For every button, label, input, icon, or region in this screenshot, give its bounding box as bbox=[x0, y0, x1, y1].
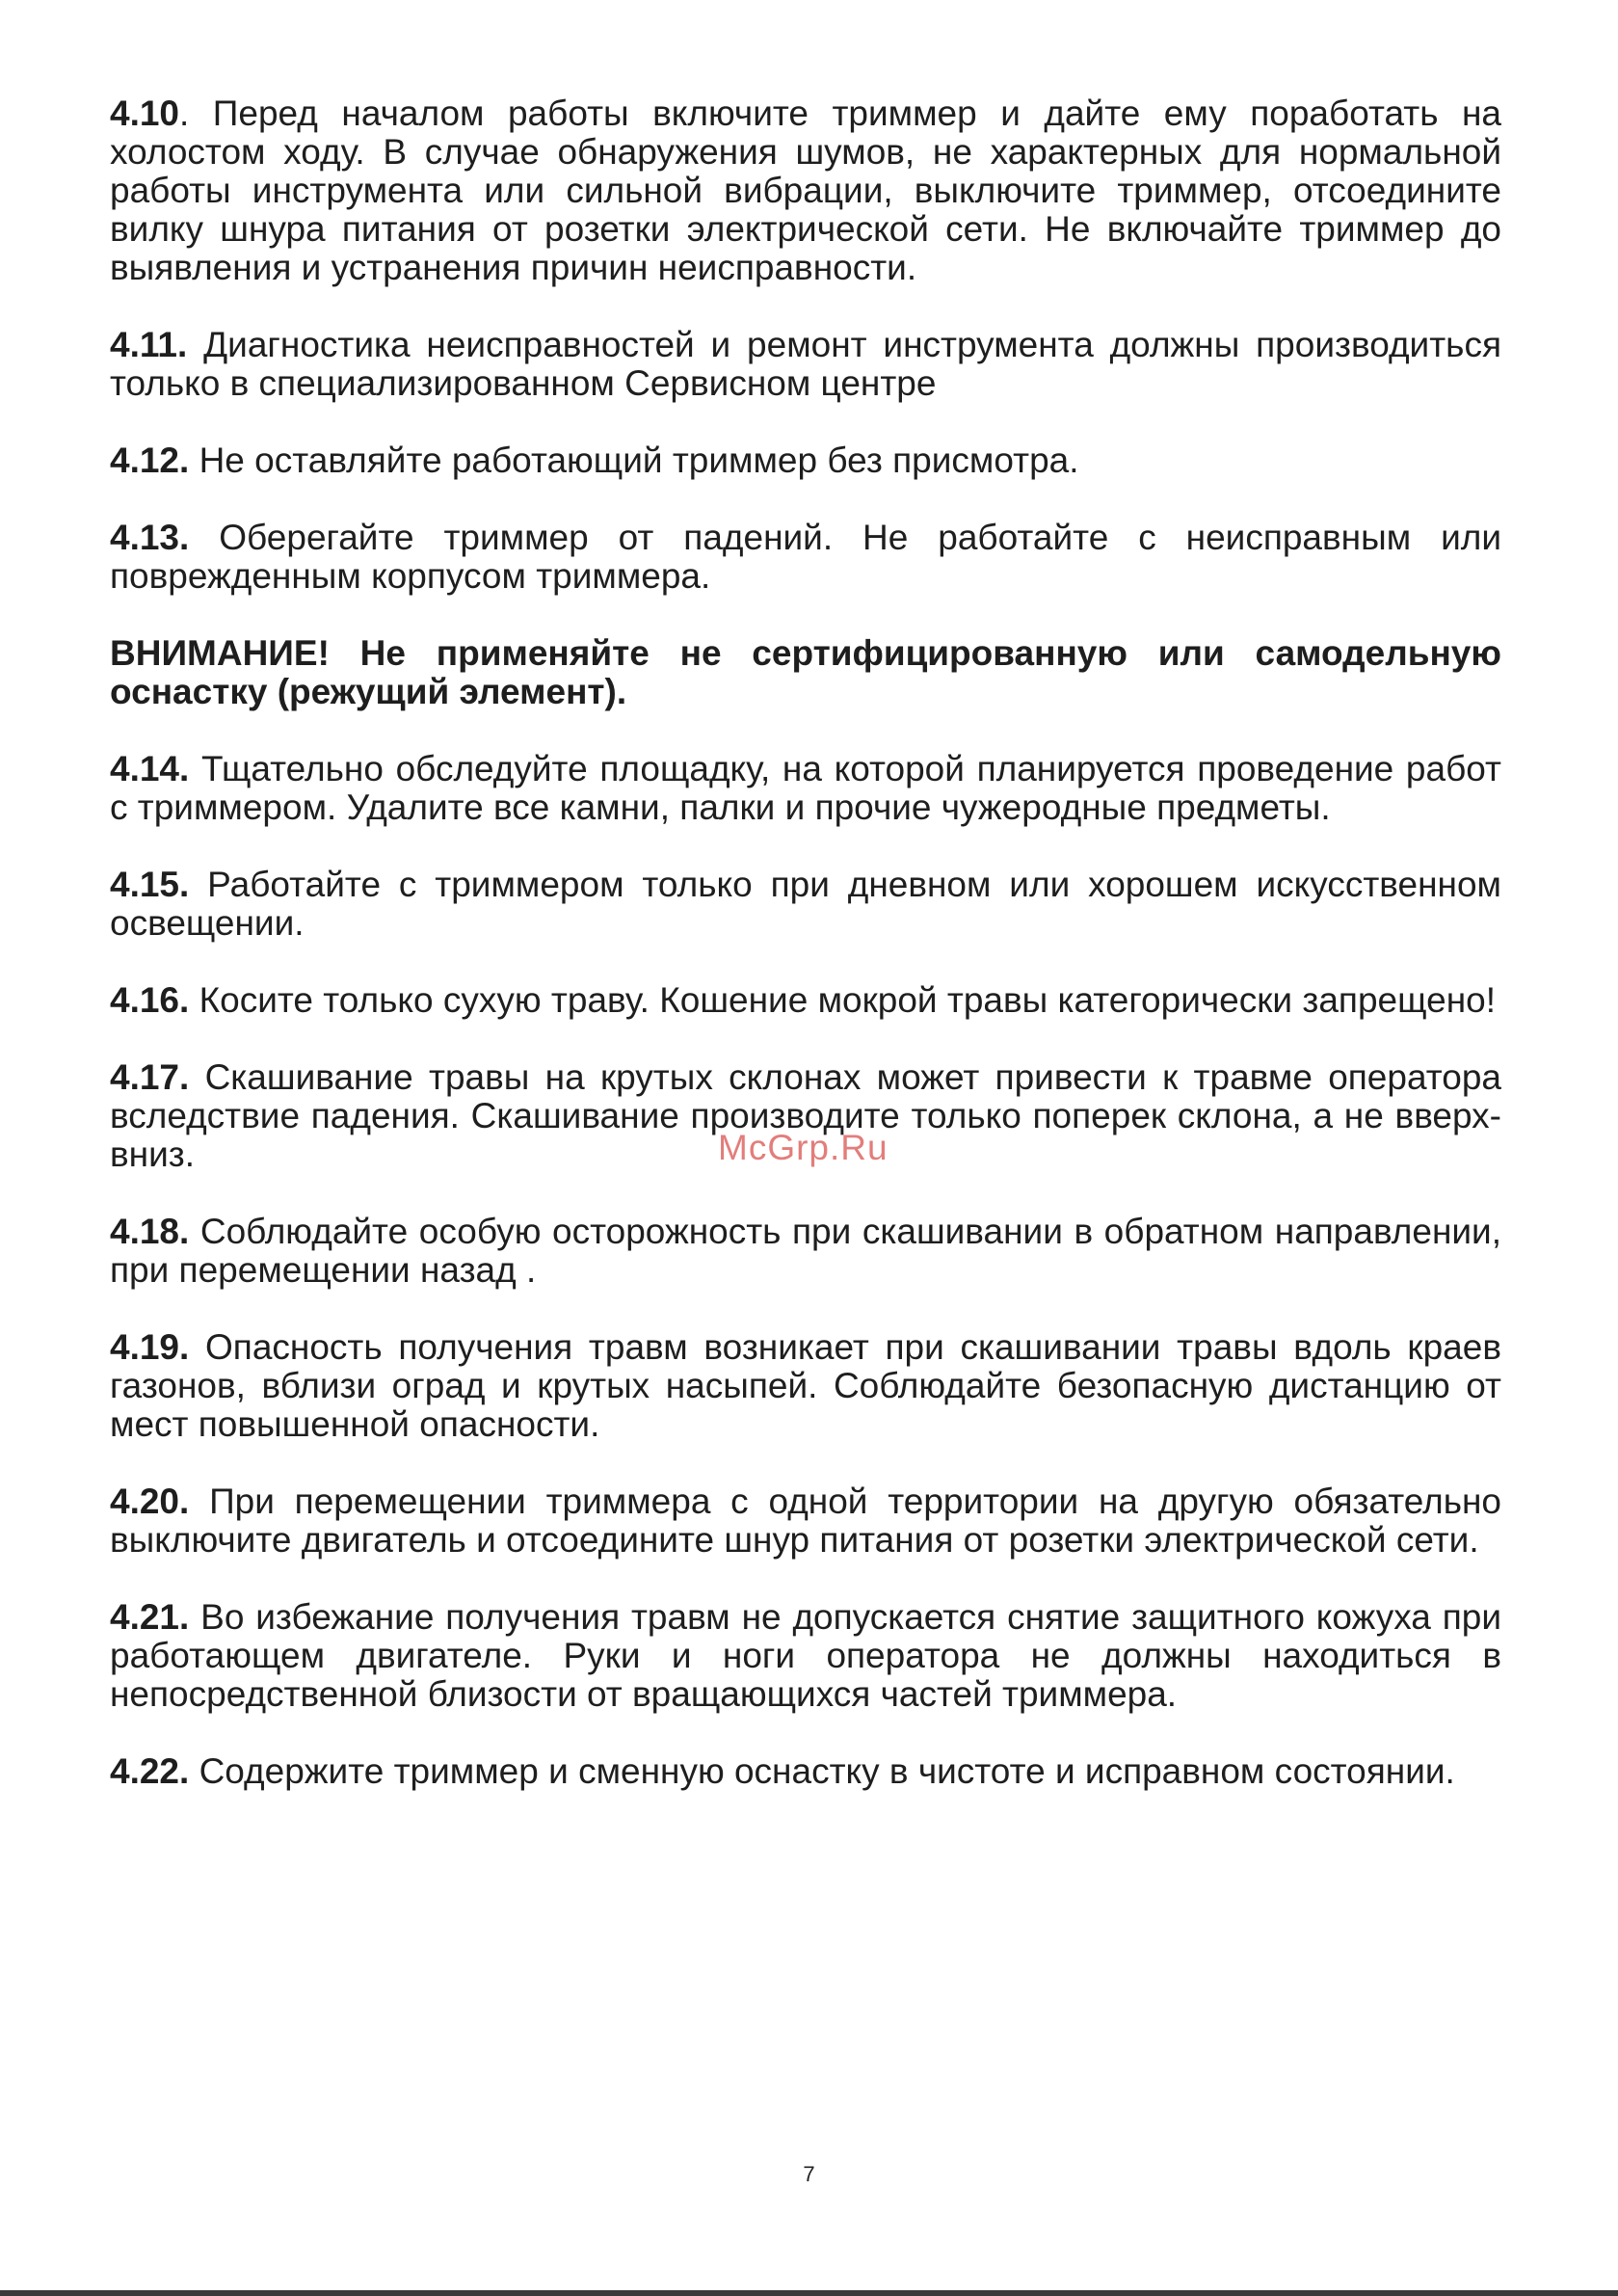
paragraph-number: 4.11. bbox=[110, 325, 188, 364]
paragraph-text: Во избежание получения травм не допускается снятие защитного кожуха при работающем двигателе. Руки и ноги оператора не должны находиться в непосредственной близости от вращающихся частей триммера. bbox=[110, 1597, 1501, 1714]
paragraph-4-20 bbox=[110, 1482, 1501, 1560]
paragraph-number: 4.13. bbox=[110, 518, 190, 557]
paragraph-4-10 bbox=[110, 94, 1501, 287]
watermark: McGrp.Ru bbox=[718, 1128, 889, 1167]
paragraph-4-21 bbox=[110, 1598, 1501, 1714]
paragraph-4-12 bbox=[110, 441, 1501, 480]
paragraph-text: При перемещении триммера с одной территории на другую обязательно выключите двигатель и отсоедините шнур питания от розетки электрической сети. bbox=[110, 1482, 1501, 1560]
paragraph-4-22 bbox=[110, 1752, 1501, 1791]
paragraph-text: Опасность получения травм возникает при скашивании травы вдоль краев газонов, вблизи оград и крутых насыпей. Соблюдайте безопасную дистанцию от мест повышенной опасности. bbox=[110, 1327, 1501, 1444]
bottom-border bbox=[0, 2290, 1618, 2296]
paragraph-number: 4.15. bbox=[110, 865, 190, 904]
paragraph-4-11 bbox=[110, 326, 1501, 403]
paragraph-4-19 bbox=[110, 1328, 1501, 1444]
paragraph-number: 4.22. bbox=[110, 1751, 190, 1791]
paragraph-text: . Перед началом работы включите триммер и дайте ему поработать на холостом ходу. В случае обнаружения шумов, не характерных для нормальной работы инструмента или сильной вибрации, выключите триммер, отсоедините вилку шнура питания от розетки электрической сети. Не включайте триммер до выявления и устранения причин неисправности. bbox=[110, 93, 1501, 287]
paragraph-4-16 bbox=[110, 981, 1501, 1020]
paragraph-text: Не оставляйте работающий триммер без присмотра. bbox=[189, 441, 1079, 480]
paragraph-text: Скашивание травы на крутых склонах может привести к травме оператора вследствие падения. Скашивание производите только поперек склона, а не вверх-вниз. bbox=[110, 1057, 1501, 1174]
paragraph-number: 4.10 bbox=[110, 93, 180, 133]
paragraph-number: 4.12. bbox=[110, 441, 190, 480]
paragraph-text: Работайте с триммером только при дневном или хорошем искусственном освещении. bbox=[110, 865, 1501, 943]
paragraph-text: Соблюдайте особую осторожность при скашивании в обратном направлении, при перемещении назад . bbox=[110, 1212, 1501, 1290]
paragraph-text: Косите только сухую траву. Кошение мокрой травы категорически запрещено! bbox=[189, 980, 1496, 1020]
paragraph-text: Содержите триммер и сменную оснастку в чистоте и исправном состоянии. bbox=[189, 1751, 1455, 1791]
paragraph-number: 4.20. bbox=[110, 1482, 190, 1521]
paragraph-4-15 bbox=[110, 866, 1501, 943]
paragraph-text: Тщательно обследуйте площадку, на которой планируется проведение работ с триммером. Удалите все камни, палки и прочие чужеродные предметы. bbox=[110, 749, 1501, 827]
paragraph-4-13 bbox=[110, 519, 1501, 596]
document-body bbox=[110, 94, 1501, 1829]
paragraph-text: Диагностика неисправностей и ремонт инструмента должны производиться только в специализированном Сервисном центре bbox=[110, 325, 1501, 403]
paragraph-number: 4.19. bbox=[110, 1327, 190, 1367]
paragraph-number: 4.21. bbox=[110, 1597, 190, 1637]
paragraph-number: 4.17. bbox=[110, 1057, 190, 1097]
paragraph-number: 4.18. bbox=[110, 1212, 190, 1251]
paragraph-4-18 bbox=[110, 1213, 1501, 1290]
warning-notice: ВНИМАНИЕ! Не применяйте не сертифицированную или самодельную оснастку (режущий элемент). bbox=[110, 633, 1501, 711]
paragraph-text: Оберегайте триммер от падений. Не работайте с неисправным или поврежденным корпусом триммера. bbox=[110, 518, 1501, 596]
paragraph-number: 4.14. bbox=[110, 749, 190, 788]
page-number: 7 bbox=[803, 2162, 815, 2186]
paragraph-4-14 bbox=[110, 750, 1501, 827]
paragraph-number: 4.16. bbox=[110, 980, 190, 1020]
